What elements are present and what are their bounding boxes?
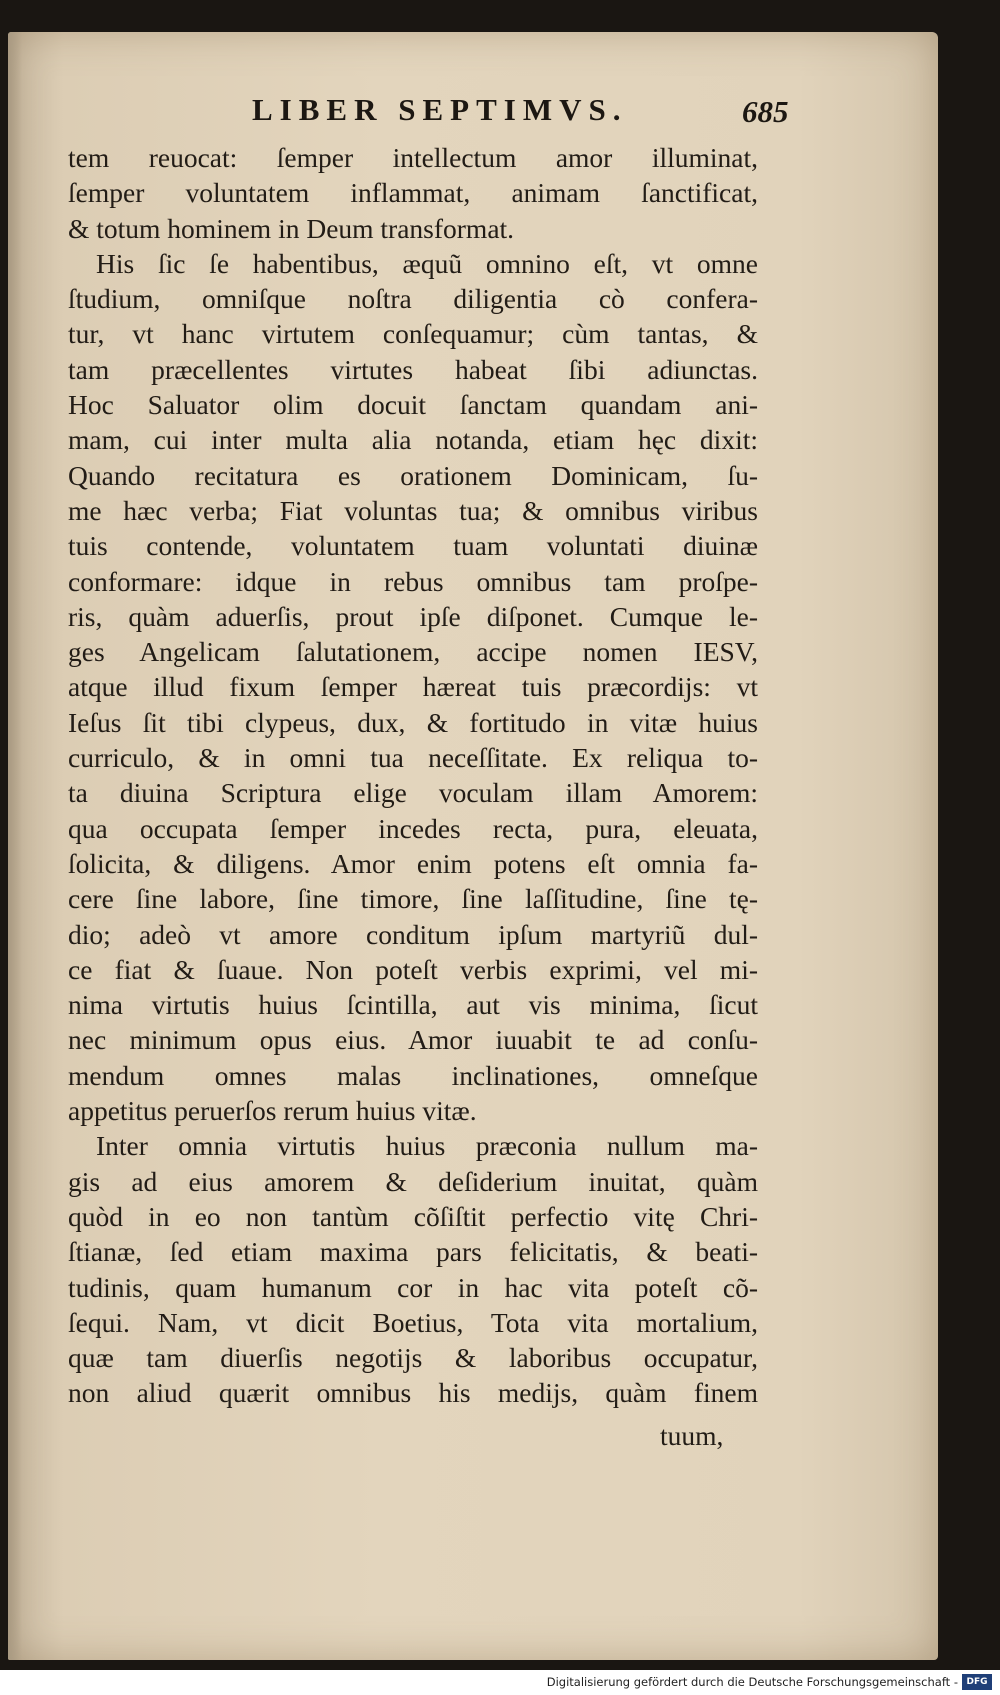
text-line: mendum omnes malas inclinationes, omneſque [68,1059,758,1091]
text-line: ris, quàm aduerſis, prout ipſe diſponet. Cumque le- [68,600,758,632]
text-line: ſtudium, omniſque noſtra diligentia cò confera- [68,283,758,315]
dfg-logo-icon: DFG [962,1674,992,1690]
text-line: ſtianæ, ſed etiam maxima pars felicitatis, & beati- [68,1236,758,1268]
text-line: ges Angelicam ſalutationem, accipe nomen IESV, [68,636,758,668]
text-line: dio; adeò vt amore conditum ipſum martyriũ dul- [68,918,758,950]
text-line: appetitus peruerſos rerum huius vitæ. [68,1095,477,1127]
text-line: tem reuocat: ſemper intellectum amor illuminat, [68,142,758,173]
page-number: 685 [742,94,789,129]
text-line: tuis contende, voluntatem tuam voluntati diuinæ [68,530,758,562]
text-line: quòd in eo non tantùm cõſiſtit perfectio vitę Chri- [68,1200,758,1232]
text-line: curriculo, & in omni tua neceſſitate. Ex reliqua to- [68,742,758,774]
body-text [68,140,758,1411]
text-line: Quando recitatura es orationem Dominicam, ſu- [68,459,758,491]
text-line: Ieſus ſit tibi clypeus, dux, & fortitudo in vitæ huius [68,706,758,738]
text-line: Hoc Saluator olim docuit ſanctam quandam ani- [68,389,758,421]
text-line: ſolicita, & diligens. Amor enim potens eſt omnia fa- [68,847,758,879]
paragraph-start-line: Inter omnia virtutis huius præconia nullum ma- [96,1130,758,1162]
text-line: & totum hominem in Deum transformat. [68,212,515,244]
text-line: qua occupata ſemper incedes recta, pura, eleuata, [68,812,758,844]
text-line: cere ſine labore, ſine timore, ſine laſſitudine, ſine tę- [68,883,758,915]
footer-bar [0,1670,1000,1695]
paragraph-start-line: His ſic ſe habentibus, æquũ omnino eſt, vt omne [96,247,758,279]
text-line: me hæc verba; Fiat voluntas tua; & omnibus viribus [68,494,758,526]
text-line: ſequi. Nam, vt dicit Boetius, Tota vita mortalium, [68,1306,758,1338]
text-line: gis ad eius amorem & deſiderium inuitat, quàm [68,1165,758,1197]
funding-credit: Digitalisierung gefördert durch die Deutsche Forschungsgemeinschaft - [546,1675,958,1689]
text-line: non aliud quærit omnibus his medijs, quàm finem [68,1377,758,1409]
text-line: tudinis, quam humanum cor in hac vita poteſt cõ- [68,1271,758,1303]
running-head: LIBER SEPTIMVS. [252,92,628,127]
page-gutter-shadow [8,32,22,1660]
text-line: nec minimum opus eius. Amor iuuabit te ad conſu- [68,1024,758,1056]
text-line: ce fiat & ſuaue. Non poteſt verbis exprimi, vel mi- [68,953,758,985]
text-line: tur, vt hanc virtutem conſequamur; cùm tantas, & [68,318,758,350]
catchword: tuum, [660,1420,724,1451]
text-line: ſemper voluntatem inflammat, animam ſanctificat, [68,177,758,209]
text-line: atque illud fixum ſemper hæreat tuis præcordijs: vt [68,671,758,703]
text-line: ta diuina Scriptura elige voculam illam Amorem: [68,777,758,809]
text-line: tam præcellentes virtutes habeat ſibi adiunctas. [68,353,758,385]
text-line: mam, cui inter multa alia notanda, etiam hęc dixit: [68,424,758,456]
text-line: quæ tam diuerſis negotijs & laboribus occupatur, [68,1342,758,1374]
text-line: nima virtutis huius ſcintilla, aut vis minima, ſicut [68,989,758,1021]
text-line: conformare: idque in rebus omnibus tam proſpe- [68,565,758,597]
